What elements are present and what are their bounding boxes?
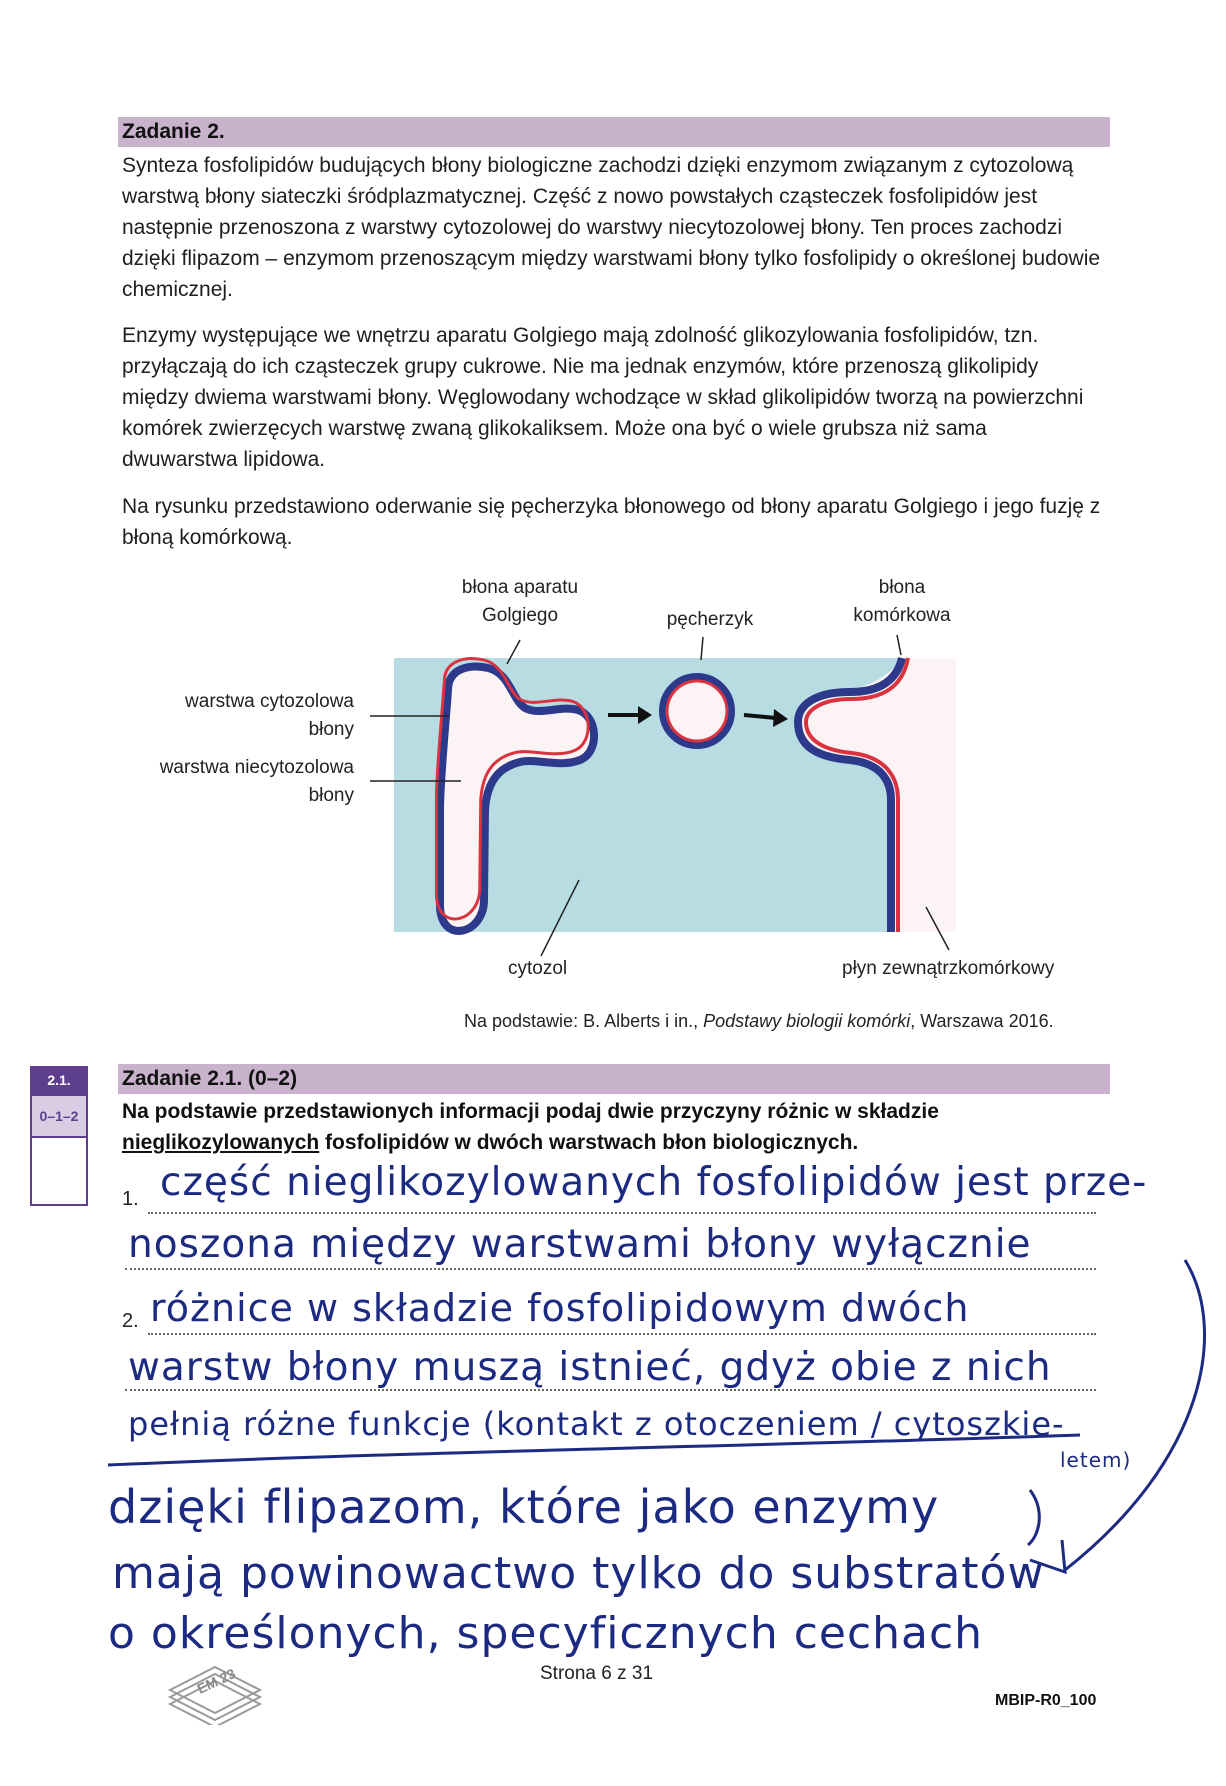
task-number-badge: 2.1. — [30, 1066, 88, 1094]
stamp — [160, 1655, 270, 1725]
exam-code: MBIP-R0_100 — [995, 1692, 1097, 1709]
arrow-head-stroke — [1030, 1540, 1065, 1572]
answer-number-1: 1. — [122, 1188, 139, 1210]
label-noncytosolic-layer: warstwa niecytozolowa błony — [159, 757, 354, 806]
handwriting-line-1: część nieglikozylowanych fosfolipidów jest prze- — [160, 1160, 1148, 1205]
handwriting-line-5: pełnią różne funkcje (kontakt z otoczeniem / cytoszkie- — [128, 1405, 1065, 1443]
label-extracellular: płyn zewnątrzkomórkowy — [842, 958, 1055, 979]
handwriting-line-9: o określonych, specyficznych cechach — [108, 1608, 984, 1659]
task-paragraph-1: Synteza fosfolipidów budujących błony biologiczne zachodzi dzięki enzymom związanym z cytozolową warstwą błony siateczki śródplazmatycznej. Część z nowo powstałych cząsteczek fosfolipidów jest następnie przenoszona z warstwy cytozolowej do warstwy niecytozolowej błony. Ten proces zachodzi dzięki flipazom – enzymom przenoszącym między warstwami błony tylko fosfolipidy o określonej budowie chemicznej. — [122, 154, 1101, 301]
task-paragraph-3: Na rysunku przedstawiono oderwanie się pęcherzyka błonowego od błony aparatu Golgiego i jego fuzję z błoną komórkową. — [122, 495, 1101, 549]
figure-source: Na podstawie: B. Alberts i in., Podstawy biologii komórki, Warszawa 2016. — [464, 1011, 1054, 1031]
question-line-1: Na podstawie przedstawionych informacji podaj dwie przyczyny różnic w składzie — [122, 1100, 939, 1123]
stamp-text: EM 23 — [194, 1665, 238, 1697]
answer-number-2: 2. — [122, 1310, 139, 1332]
task-paragraph-2: Enzymy występujące we wnętrzu aparatu Golgiego mają zdolność glikozylowania fosfolipidów, tzn. przyłączają do ich cząsteczek grupy cukrowe. Nie ma jednak enzymów, które przenoszą glikolipidy między dwiema warstwami błony. Węglowodany wchodzące w skład glikolipidów tworzą na powierzchni komórek zwierzęcych warstwę zwaną glikokaliksem. Może ona być o wiele grubsza niż sama dwuwarstwa lipidowa. — [122, 324, 1084, 471]
handwriting-line-8: mają powinowactwo tylko do substratów — [112, 1548, 1045, 1599]
points-badge: 0–1–2 — [30, 1094, 88, 1138]
label-cell-membrane: błona komórkowa — [853, 577, 951, 626]
question-line-2: nieglikozylowanych fosfolipidów w dwóch warstwach błon biologicznych. — [122, 1131, 859, 1154]
label-cytosol: cytozol — [508, 958, 568, 979]
label-cytosolic-layer: warstwa cytozolowa błony — [185, 691, 354, 740]
handwriting-line-2: noszona między warstwami błony wyłącznie — [128, 1222, 1032, 1267]
bracket-stroke — [1028, 1490, 1039, 1545]
handwriting-line-6: letem) — [1060, 1448, 1132, 1472]
label-vesicle: pęcherzyk — [666, 609, 754, 630]
subtask-title: Zadanie 2.1. (0–2) — [122, 1067, 298, 1090]
handwriting-line-4: warstw błony muszą istnieć, gdyż obie z nich — [128, 1345, 1052, 1390]
page-number: Strona 6 z 31 — [540, 1663, 654, 1684]
arrow-underline-stroke — [108, 1435, 1080, 1465]
arrow-curve-stroke — [1065, 1260, 1205, 1570]
task-title: Zadanie 2. — [122, 120, 225, 143]
label-golgi-membrane: błona aparatu Golgiego — [461, 577, 579, 626]
handwriting-line-7: dzięki flipazom, które jako enzymy — [108, 1480, 940, 1534]
handwriting-line-3: różnice w składzie fosfolipidowym dwóch — [150, 1286, 970, 1330]
